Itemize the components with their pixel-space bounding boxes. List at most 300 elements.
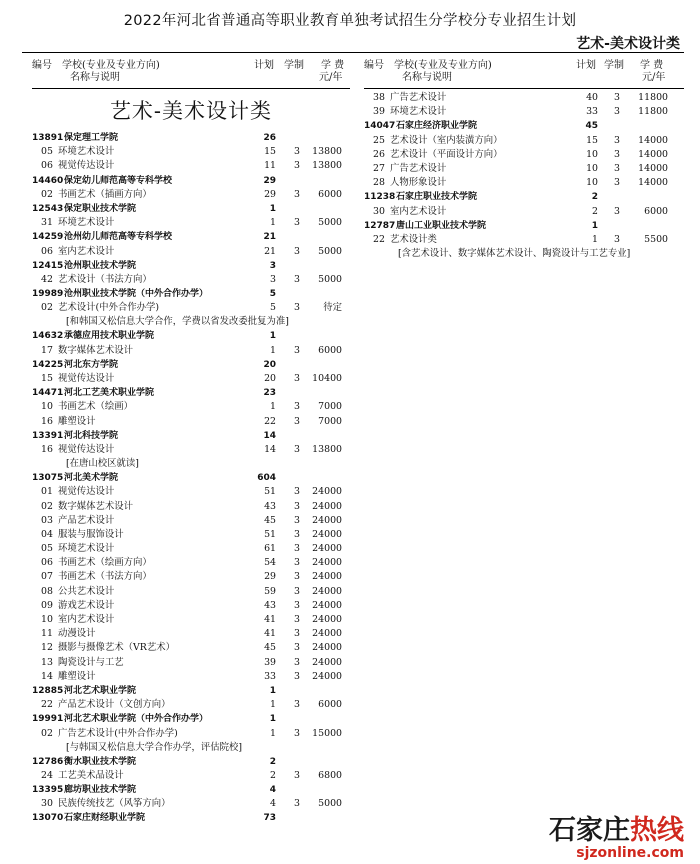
program-years: 3 (294, 585, 300, 597)
plan-count: 15 (586, 134, 598, 146)
plan-count: 1 (270, 401, 276, 413)
program-years: 3 (294, 727, 300, 739)
major-code: 03 (41, 514, 53, 526)
tuition-fee: 24000 (312, 486, 342, 498)
major-name: 室内艺术设计 (58, 614, 115, 625)
note-row (32, 315, 350, 329)
major-row (32, 500, 350, 514)
school-row (32, 429, 350, 443)
school-code: 14460 (32, 175, 64, 186)
major-code: 04 (41, 528, 53, 540)
school-row (32, 230, 350, 244)
major-code: 06 (41, 160, 53, 172)
plan-count: 33 (586, 106, 598, 118)
plan-count: 2 (591, 192, 598, 203)
note-text: [在唐山校区就读] (66, 458, 139, 470)
school-row (364, 119, 684, 133)
school-row (32, 811, 350, 825)
major-row (32, 570, 350, 584)
tuition-fee: 24000 (312, 585, 342, 597)
program-years: 3 (294, 500, 300, 512)
plan-count: 4 (269, 785, 276, 796)
school-row (32, 358, 350, 372)
top-rule (22, 52, 684, 53)
program-years: 3 (294, 415, 300, 427)
major-name: 艺术设计类 (390, 233, 437, 245)
plan-count: 10 (586, 162, 598, 174)
plan-count: 20 (263, 359, 276, 370)
major-name: 视觉传达设计 (58, 373, 115, 384)
note-row (364, 247, 684, 261)
major-name: 环境艺术设计 (390, 106, 447, 118)
major-name: 广告艺术设计(中外合作办学) (58, 727, 178, 739)
major-code: 31 (41, 217, 53, 229)
program-years: 3 (294, 373, 300, 384)
plan-count: 3 (270, 273, 276, 285)
plan-count: 54 (264, 557, 276, 569)
school-row (364, 219, 684, 233)
plan-count: 1 (269, 203, 276, 214)
plan-count: 45 (585, 121, 598, 132)
tuition-fee: 14000 (638, 177, 668, 189)
program-years: 3 (294, 628, 300, 640)
plan-count: 22 (264, 415, 276, 427)
major-row (32, 216, 350, 230)
plan-count: 20 (264, 373, 276, 384)
note-text: [和韩国又松信息大学合作，学费以省发改委批复为准] (66, 316, 289, 328)
plan-count: 2 (592, 205, 598, 217)
tuition-fee: 6000 (318, 699, 342, 711)
program-years: 3 (614, 233, 620, 245)
major-row (32, 556, 350, 570)
major-name: 数字媒体艺术设计 (58, 500, 134, 512)
major-name: 产品艺术设计（文创方向） (58, 699, 171, 711)
major-name: 书画艺术（书法方向） (58, 571, 152, 583)
major-name: 陶瓷设计与工艺 (58, 656, 124, 668)
major-code: 08 (41, 585, 53, 597)
right-header-rule (364, 88, 684, 89)
major-name: 环境艺术设计 (58, 543, 115, 555)
school-row (32, 329, 350, 343)
plan-count: 33 (264, 670, 276, 682)
school-row (32, 471, 350, 485)
tuition-fee: 15000 (312, 727, 342, 739)
tuition-fee: 13800 (312, 443, 342, 455)
tuition-fee: 5000 (318, 273, 342, 285)
major-row (364, 91, 684, 105)
school-name: 河北东方学院 (64, 359, 119, 370)
school-name: 沧州职业技术学院（中外合作办学） (64, 289, 209, 300)
major-code: 02 (41, 188, 53, 200)
major-name: 数字媒体艺术设计 (58, 344, 134, 356)
major-code: 06 (41, 245, 53, 257)
program-years: 3 (294, 699, 300, 711)
program-years: 3 (614, 92, 620, 103)
major-name: 艺术设计(中外合作办学) (58, 302, 160, 314)
tuition-fee: 24000 (312, 614, 342, 625)
plan-count: 41 (264, 628, 276, 640)
major-row (364, 176, 684, 190)
major-code: 22 (41, 699, 53, 711)
plan-count: 4 (270, 798, 276, 810)
plan-count: 1 (270, 217, 276, 229)
plan-count: 14 (264, 443, 276, 455)
tuition-fee: 24000 (312, 571, 342, 583)
site-watermark (549, 816, 684, 860)
tuition-fee: 6000 (318, 344, 342, 356)
tuition-fee: 14000 (638, 134, 668, 146)
major-row (32, 485, 350, 499)
program-years: 3 (294, 245, 300, 257)
major-name: 室内艺术设计 (390, 205, 447, 217)
plan-count: 41 (264, 614, 276, 625)
school-name: 唐山工业职业技术学院 (396, 220, 487, 231)
school-name: 廊坊职业技术学院 (64, 785, 137, 796)
plan-count: 45 (264, 642, 276, 654)
major-name: 环境艺术设计 (58, 146, 115, 158)
plan-count: 23 (263, 388, 276, 399)
major-name: 民族传统技艺（风筝方向） (58, 798, 171, 810)
major-code: 02 (41, 500, 53, 512)
school-row (32, 131, 350, 145)
school-code: 12415 (32, 260, 64, 271)
major-name: 雕塑设计 (58, 415, 96, 427)
major-row (32, 599, 350, 613)
plan-count: 45 (264, 514, 276, 526)
plan-count: 5 (270, 302, 276, 314)
major-row (32, 727, 350, 741)
major-row (32, 344, 350, 358)
tuition-fee: 24000 (312, 642, 342, 654)
plan-count: 10 (586, 148, 598, 160)
major-row (32, 443, 350, 457)
major-code: 16 (41, 443, 53, 455)
major-row (32, 670, 350, 684)
program-years: 3 (294, 443, 300, 455)
note-text: [含艺术设计、数字媒体艺术设计、陶瓷设计与工艺专业] (398, 248, 631, 260)
header-years: 学制 (604, 60, 624, 71)
major-name: 人物形象设计 (390, 177, 447, 189)
major-name: 书画艺术（绘画方向） (58, 557, 152, 569)
school-code: 14225 (32, 359, 64, 370)
major-code: 30 (41, 798, 53, 810)
major-name: 服装与服饰设计 (58, 528, 124, 540)
major-code: 05 (41, 543, 53, 555)
plan-count: 26 (263, 133, 276, 143)
program-years: 3 (294, 401, 300, 413)
major-row (364, 205, 684, 219)
school-name: 石家庄经济职业学院 (396, 121, 478, 132)
school-code: 13075 (32, 473, 64, 484)
plan-count: 1 (270, 699, 276, 711)
major-name: 艺术设计（平面设计方向） (390, 148, 503, 160)
plan-count: 29 (264, 188, 276, 200)
major-row (32, 301, 350, 315)
tuition-fee: 7000 (318, 401, 342, 413)
major-row (364, 105, 684, 119)
major-row (32, 159, 350, 173)
note-row (32, 457, 350, 471)
tuition-fee: 5000 (318, 217, 342, 229)
school-code: 14632 (32, 331, 64, 342)
program-years: 3 (614, 148, 620, 160)
major-name: 视觉传达设计 (58, 443, 115, 455)
tuition-fee: 5500 (644, 233, 668, 245)
header-school: 学校(专业及专业方向) (62, 60, 160, 71)
plan-count: 11 (264, 160, 276, 172)
program-years: 3 (294, 514, 300, 526)
major-row (32, 273, 350, 287)
section-title: 艺术-美术设计类 (109, 99, 273, 123)
tuition-fee: 24000 (312, 514, 342, 526)
plan-count: 1 (269, 714, 276, 725)
tuition-fee: 24000 (312, 628, 342, 640)
program-years: 3 (294, 344, 300, 356)
major-name: 视觉传达设计 (58, 160, 115, 172)
plan-count: 51 (264, 486, 276, 498)
header-code: 编号 (32, 60, 52, 71)
plan-count: 21 (264, 245, 276, 257)
school-code: 11238 (364, 192, 396, 203)
header-fee: 学 费 (321, 60, 345, 71)
school-name: 河北艺术职业学院 (64, 685, 137, 696)
header-fee-unit: 元/年 (319, 72, 343, 83)
school-row (32, 712, 350, 726)
watermark-url: sjzonline.com (576, 845, 684, 861)
school-name: 保定幼儿师范高等专科学校 (64, 175, 173, 186)
major-row (32, 641, 350, 655)
school-name: 承德应用技术职业学院 (64, 331, 155, 342)
header-code: 编号 (364, 60, 384, 71)
document-title: 2022年河北省普通高等职业教育单独考试招生分学校分专业招生计划 (123, 13, 577, 29)
plan-count: 29 (263, 175, 276, 186)
plan-count: 1 (269, 331, 276, 342)
major-name: 公共艺术设计 (58, 585, 115, 597)
school-name: 河北工艺美术职业学院 (64, 388, 155, 399)
school-row (32, 783, 350, 797)
school-row (32, 386, 350, 400)
school-name: 河北科技学院 (64, 430, 119, 441)
major-row (364, 134, 684, 148)
plan-count: 2 (270, 769, 276, 781)
tuition-fee: 7000 (318, 415, 342, 427)
school-row (32, 174, 350, 188)
major-name: 摄影与摄像艺术（VR艺术） (58, 642, 175, 654)
major-name: 广告艺术设计 (390, 92, 447, 103)
major-code: 38 (373, 92, 385, 103)
tuition-fee: 24000 (312, 656, 342, 668)
school-code: 13070 (32, 813, 64, 824)
major-row (32, 613, 350, 627)
tuition-fee: 24000 (312, 500, 342, 512)
major-row (32, 415, 350, 429)
plan-count: 1 (269, 685, 276, 696)
school-code: 14259 (32, 232, 64, 243)
program-years: 3 (294, 160, 300, 172)
major-name: 艺术设计（室内装潢方向） (390, 134, 503, 146)
program-years: 3 (294, 188, 300, 200)
tuition-fee: 6000 (644, 205, 668, 217)
major-row (364, 148, 684, 162)
school-name: 石家庄财经职业学院 (64, 813, 146, 824)
school-code: 19991 (32, 714, 64, 725)
tuition-fee: 11800 (638, 92, 668, 103)
major-code: 17 (41, 344, 53, 356)
program-years: 3 (294, 670, 300, 682)
header-fee-unit: 元/年 (642, 72, 666, 83)
major-name: 书画艺术（绘画） (58, 401, 134, 413)
school-row (32, 202, 350, 216)
major-code: 14 (41, 670, 53, 682)
major-code: 26 (373, 148, 385, 160)
note-row (32, 741, 350, 755)
plan-count: 51 (264, 528, 276, 540)
school-row (32, 287, 350, 301)
plan-count: 43 (264, 500, 276, 512)
major-code: 13 (41, 656, 53, 668)
plan-count: 73 (263, 813, 276, 824)
major-code: 10 (41, 614, 53, 625)
major-code: 30 (373, 205, 385, 217)
major-row (32, 797, 350, 811)
program-years: 3 (294, 599, 300, 611)
tuition-fee: 6800 (318, 769, 342, 781)
program-years: 3 (614, 134, 620, 146)
header-desc: 名称与说明 (402, 72, 452, 83)
program-years: 3 (614, 205, 620, 217)
major-row (32, 542, 350, 556)
major-row (32, 769, 350, 783)
school-code: 12885 (32, 685, 64, 696)
left-column-header (32, 58, 350, 88)
major-row (32, 585, 350, 599)
major-row (364, 233, 684, 247)
school-code: 19989 (32, 289, 64, 300)
plan-count: 14 (263, 430, 276, 441)
header-desc: 名称与说明 (70, 72, 120, 83)
school-row (32, 684, 350, 698)
program-years: 3 (294, 146, 300, 158)
major-code: 27 (373, 162, 385, 174)
tuition-fee: 24000 (312, 528, 342, 540)
category-subtitle: 艺术-美术设计类 (576, 36, 680, 52)
major-code: 16 (41, 415, 53, 427)
program-years: 3 (294, 769, 300, 781)
tuition-fee: 6000 (318, 188, 342, 200)
major-code: 25 (373, 134, 385, 146)
major-code: 15 (41, 373, 53, 384)
program-years: 3 (294, 798, 300, 810)
tuition-fee: 24000 (312, 557, 342, 569)
plan-count: 10 (586, 177, 598, 189)
right-column (364, 91, 684, 261)
watermark-logo (549, 816, 684, 846)
program-years: 3 (294, 273, 300, 285)
tuition-fee: 24000 (312, 670, 342, 682)
plan-count: 43 (264, 599, 276, 611)
school-row (32, 259, 350, 273)
major-name: 环境艺术设计 (58, 217, 115, 229)
major-name: 工艺美术品设计 (58, 769, 124, 781)
program-years: 3 (614, 106, 620, 118)
school-code: 13391 (32, 430, 64, 441)
major-name: 广告艺术设计 (390, 162, 447, 174)
major-code: 22 (373, 233, 385, 245)
header-school: 学校(专业及专业方向) (394, 60, 492, 71)
major-code: 10 (41, 401, 53, 413)
program-years: 3 (294, 528, 300, 540)
major-row (32, 372, 350, 386)
header-years: 学制 (284, 60, 304, 71)
plan-count: 1 (591, 220, 598, 231)
tuition-fee: 待定 (323, 302, 342, 314)
program-years: 3 (614, 177, 620, 189)
tuition-fee: 5000 (318, 245, 342, 257)
major-name: 动漫设计 (58, 628, 96, 640)
tuition-fee: 10400 (312, 373, 342, 384)
major-name: 艺术设计（书法方向） (58, 273, 152, 285)
tuition-fee: 14000 (638, 148, 668, 160)
plan-count: 5 (269, 289, 276, 300)
watermark-logo-a: 石家庄 (549, 815, 630, 846)
plan-count: 40 (586, 92, 598, 103)
major-row (32, 245, 350, 259)
note-text: [与韩国又松信息大学合作办学，评估院校] (66, 741, 243, 753)
major-code: 02 (41, 727, 53, 739)
program-years: 3 (294, 486, 300, 498)
major-code: 24 (41, 769, 53, 781)
major-code: 05 (41, 146, 53, 158)
program-years: 3 (294, 614, 300, 625)
tuition-fee: 13800 (312, 160, 342, 172)
major-name: 视觉传达设计 (58, 486, 115, 498)
school-code: 13891 (32, 133, 64, 143)
program-years: 3 (294, 557, 300, 569)
school-row (364, 190, 684, 204)
major-code: 02 (41, 302, 53, 314)
plan-count: 604 (257, 473, 276, 484)
major-row (32, 528, 350, 542)
major-name: 雕塑设计 (58, 670, 96, 682)
major-code: 11 (41, 628, 53, 640)
program-years: 3 (294, 642, 300, 654)
school-code: 12786 (32, 756, 64, 767)
major-row (32, 400, 350, 414)
watermark-logo-b: 热线 (630, 815, 684, 846)
school-name: 石家庄职业技术学院 (396, 192, 478, 203)
major-row (32, 514, 350, 528)
left-column (32, 91, 350, 826)
school-name: 河北美术学院 (64, 473, 119, 484)
header-fee: 学 费 (640, 60, 664, 71)
major-row (32, 627, 350, 641)
major-code: 42 (41, 273, 53, 285)
school-code: 12787 (364, 220, 396, 231)
plan-count: 3 (269, 260, 276, 271)
major-code: 07 (41, 571, 53, 583)
tuition-fee: 13800 (312, 146, 342, 158)
program-years: 3 (294, 571, 300, 583)
major-row (32, 656, 350, 670)
tuition-fee: 14000 (638, 162, 668, 174)
school-name: 沧州职业技术学院 (64, 260, 137, 271)
plan-count: 2 (269, 756, 276, 767)
plan-count: 29 (264, 571, 276, 583)
major-name: 书画艺术（插画方向） (58, 188, 152, 200)
tuition-fee: 5000 (318, 798, 342, 810)
major-code: 12 (41, 642, 53, 654)
major-name: 室内艺术设计 (58, 245, 115, 257)
